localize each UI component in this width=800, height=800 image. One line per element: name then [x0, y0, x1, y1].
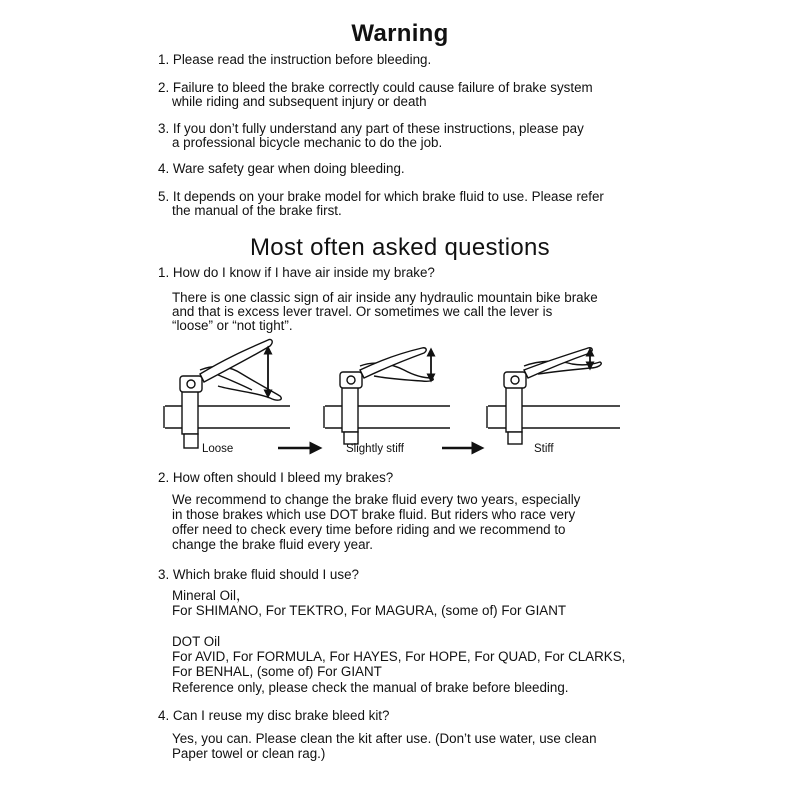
lever-panel-slightly-stiff — [324, 348, 450, 444]
faq-q3-mineral-list: For SHIMANO, For TEKTRO, For MAGURA, (some of) For GIANT — [172, 603, 567, 618]
warning-item-3: 3. If you don’t fully understand any part of these instructions, please pay — [158, 121, 584, 136]
warning-item-1: 1. Please read the instruction before bleeding. — [158, 52, 432, 67]
warning-item-2: 2. Failure to bleed the brake correctly could cause failure of brake system — [158, 80, 593, 95]
faq-q4-answer-line-2: Paper towel or clean rag.) — [172, 746, 326, 761]
warning-item-5: 5. It depends on your brake model for which brake fluid to use. Please refer — [158, 189, 604, 204]
faq-q3-question: 3. Which brake fluid should I use? — [158, 567, 359, 582]
faq-q2-answer-line-2: in those brakes which use DOT brake fluid. But riders who race very — [172, 507, 576, 522]
faq-q3-dot-list-line-2: For BENHAL, (some of) For GIANT — [172, 664, 382, 679]
warning-item-4: 4. Ware safety gear when doing bleeding. — [158, 161, 405, 176]
faq-q3-note: Reference only, please check the manual of brake before bleeding. — [172, 680, 569, 695]
faq-q2-question: 2. How often should I bleed my brakes? — [158, 470, 394, 485]
faq-q3-dot-list-line-1: For AVID, For FORMULA, For HAYES, For HOPE, For QUAD, For CLARKS, — [172, 649, 626, 664]
lever-travel-diagram — [160, 334, 640, 460]
label-slightly-stiff: Slightly stiff — [346, 443, 404, 455]
label-loose: Loose — [202, 443, 234, 455]
warning-title: Warning — [351, 20, 449, 47]
lever-panel-stiff — [487, 348, 620, 444]
faq-q2-answer-line-1: We recommend to change the brake fluid every two years, especially — [172, 492, 581, 507]
faq-q1-answer-line-3: “loose” or “not tight”. — [172, 318, 293, 333]
faq-q4-question: 4. Can I reuse my disc brake bleed kit? — [158, 708, 390, 723]
faq-q1-answer-line-1: There is one classic sign of air inside any hydraulic mountain bike brake — [172, 290, 598, 305]
warning-item-5-cont: the manual of the brake first. — [172, 203, 342, 218]
faq-q4-answer-line-1: Yes, you can. Please clean the kit after use. (Don’t use water, use clean — [172, 731, 597, 746]
faq-q1-answer-line-2: and that is excess lever travel. Or sometimes we call the lever is — [172, 304, 553, 319]
faq-q1-question: 1. How do I know if I have air inside my brake? — [158, 265, 435, 280]
faq-title: Most often asked questions — [250, 234, 550, 261]
lever-panel-loose — [164, 339, 290, 448]
warning-item-3-cont: a professional bicycle mechanic to do the job. — [172, 135, 443, 150]
warning-item-2-cont: while riding and subsequent injury or death — [172, 94, 427, 109]
faq-q3-mineral-title: Mineral Oil， — [172, 588, 250, 603]
label-stiff: Stiff — [534, 443, 554, 455]
faq-q2-answer-line-3: offer need to check every time before riding and we recommend to — [172, 522, 566, 537]
faq-q2-answer-line-4: change the brake fluid every year. — [172, 537, 373, 552]
faq-q3-dot-title: DOT Oil — [172, 634, 221, 649]
